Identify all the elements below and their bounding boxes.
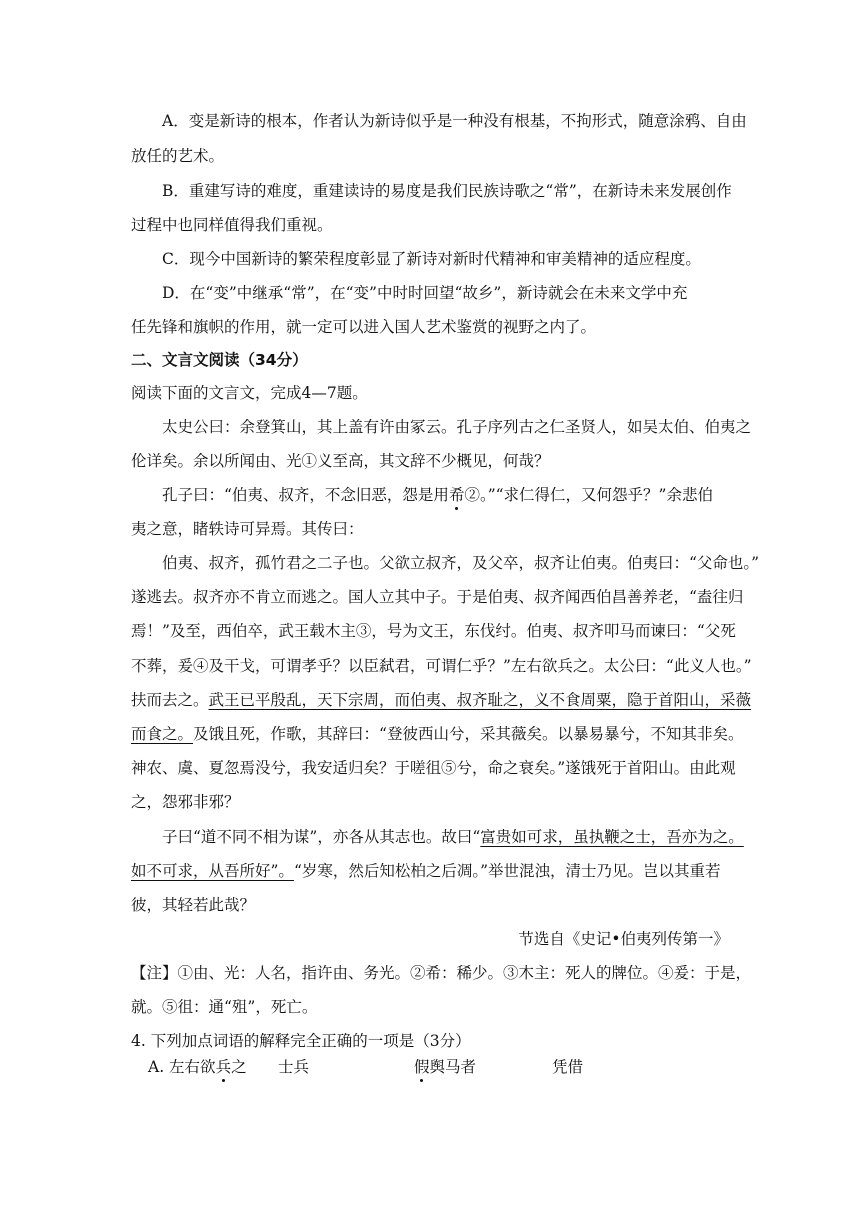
option-c-line1: C．现今中国新诗的繁荣程度彰显了新诗对新时代精神和审美精神的适应程度。 (162, 250, 701, 268)
passage-text: 孔子曰：“伯夷、叔齐，不念旧恶，怨是用 (162, 486, 449, 504)
passage-p4-line3: 彼，其轻若此哉？ (131, 896, 256, 914)
passage-p1-line2: 伦详矣。余以所闻由、光①义至高，其文辞不少概见，何哉？ (131, 452, 550, 470)
option-d-line1: D．在“变”中继承“常”，在“变”中时时回望“故乡”，新诗就会在未来文学中充 (162, 284, 688, 302)
notes-line2: 就。⑤徂：通“殂”，死亡。 (131, 998, 318, 1016)
underlined-sentence: 富贵如可求，虽执鞭之士，吾亦为之。 (480, 828, 744, 846)
question-4-option-a (148, 1057, 247, 1077)
dotted-word: 希 (448, 486, 465, 504)
passage-p2-line1 (162, 485, 713, 505)
option-text: 舆马者 (429, 1058, 477, 1076)
passage-p4-line1 (162, 827, 744, 847)
passage-text: 扶而去之。 (131, 691, 209, 709)
question-4-option-a-gloss: 士兵 (278, 1058, 310, 1076)
passage-text: ②。”“求仁得仁，又何怨乎？”余悲伯 (464, 486, 713, 504)
underlined-sentence: 武王已平殷乱，天下宗周，而伯夷、叔齐耻之，义不食周粟，隐于首阳山，采薇 (208, 691, 752, 709)
passage-source: 节选自《史记•伯夷列传第一》 (518, 930, 729, 948)
dotted-word: 兵 (215, 1058, 232, 1076)
passage-p3-line2: 遂逃去。叔齐亦不肯立而逃之。国人立其中子。于是伯夷、叔齐闻西伯昌善养老，“盍往归 (131, 588, 744, 606)
passage-p3-line3: 焉！”及至，西伯卒，武王载木主③，号为文王，东伐纣。伯夷、叔齐叩马而谏曰：“父死 (131, 622, 736, 640)
passage-p3-line7: 神农、虞、夏忽焉没兮，我安适归矣？于嗟徂⑤兮，命之衰矣。”遂饿死于首阳山。由此观 (131, 759, 736, 777)
option-b-line1: B．重建写诗的难度，重建读诗的易度是我们民族诗歌之“常”，在新诗未来发展创作 (162, 182, 732, 200)
dotted-word: 假 (414, 1058, 430, 1076)
passage-p3-line8: 之，怨邪非邪？ (131, 793, 240, 811)
passage-text: “岁寒，然后知松柏之后凋。”举世混浊，清士乃见。岂以其重若 (293, 862, 721, 880)
question-4-stem: 4. 下列加点词语的解释完全正确的一项是（3分） (131, 1032, 471, 1050)
option-label: A. 左右欲 (148, 1058, 216, 1076)
passage-p2-line2: 夷之意，睹轶诗可异焉。其传曰： (131, 520, 364, 538)
passage-p4-line2 (131, 861, 721, 881)
section-instruction: 阅读下面的文言文，完成4—7题。 (131, 384, 368, 402)
passage-p1-line1: 太史公曰：余登箕山，其上盖有许由冢云。孔子序列古之仁圣贤人，如吴太伯、伯夷之 (162, 418, 752, 436)
passage-p3-line4: 不葬，爰④及干戈，可谓孝乎？以臣弑君，可谓仁乎？”左右欲兵之。太公曰：“此义人也。” (131, 657, 752, 675)
passage-text: 及饿且死，作歌，其辞曰：“登彼西山兮，采其薇矣。以暴易暴兮，不知其非矣。 (193, 725, 744, 743)
option-b-line2: 过程中也同样值得我们重视。 (131, 216, 333, 234)
option-a-line2: 放任的艺术。 (131, 147, 225, 165)
passage-p3-line6 (131, 724, 743, 744)
question-4-option-a-gloss2: 凭借 (552, 1058, 584, 1076)
passage-p3-line5 (131, 690, 751, 710)
question-4-option-a-word2 (414, 1057, 476, 1077)
passage-p3-line1: 伯夷、叔齐，孤竹君之二子也。父欲立叔齐，及父卒，叔齐让伯夷。伯夷曰：“父命也。” (162, 554, 760, 572)
underlined-sentence: 如不可求，从吾所好”。 (131, 862, 294, 880)
passage-text: 子曰“道不同不相为谋”，亦各从其志也。故曰“ (162, 828, 481, 846)
option-text: 之 (231, 1058, 247, 1076)
option-d-line2: 任先锋和旗帜的作用，就一定可以进入国人艺术鉴赏的视野之内了。 (131, 318, 597, 336)
section-heading: 二、文言文阅读（34分） (131, 351, 308, 369)
notes-line1: 【注】①由、光：人名，指许由、务光。②希：稀少。③木主：死人的牌位。④爰：于是， (131, 964, 752, 982)
underlined-sentence: 而食之。 (131, 725, 194, 743)
option-a-line1: A．变是新诗的根本，作者认为新诗似乎是一种没有根基，不拘形式，随意涂鸦、自由 (162, 112, 747, 130)
